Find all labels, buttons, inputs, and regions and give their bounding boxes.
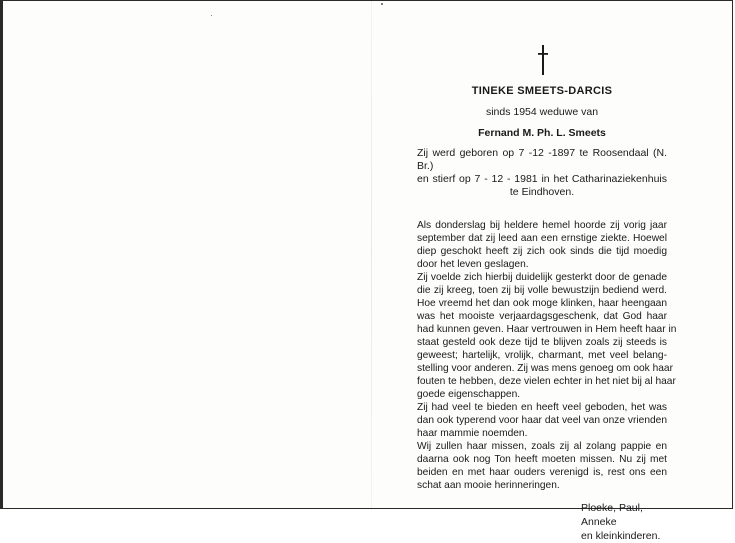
birth-death-info bbox=[417, 147, 667, 199]
text-line: Wij zullen haar missen, zoals zij al zolang pappie en bbox=[417, 441, 667, 452]
text-line: die zij kreeg, toen zij bij volle bewustzijn bediend werd. bbox=[417, 285, 667, 296]
text-line: Zij voelde zich hierbij duidelijk gesterkt door de genade bbox=[417, 272, 667, 283]
paper-speck bbox=[211, 15, 212, 16]
right-page bbox=[417, 45, 677, 543]
widow-since-line: sinds 1954 weduwe van bbox=[485, 106, 599, 118]
cross-icon bbox=[538, 45, 548, 75]
signature-block bbox=[581, 501, 667, 543]
spouse-name: Fernand M. Ph. L. Smeets bbox=[478, 127, 606, 139]
text-line: was het mooiste verjaardagsgeschenk, dat God haar bbox=[417, 311, 667, 322]
text-line: stelling voor anderen. Zij was mens genoeg om ook haar bbox=[417, 363, 673, 374]
birth-line: Zij werd geboren op 7 -12 -1897 te Roosendaal (N. Br.) bbox=[417, 147, 667, 172]
paper-speck bbox=[381, 3, 383, 5]
text-line: beiden en met haar ouders verenigd is, rest ons een bbox=[417, 467, 667, 478]
text-line: schat aan mooie herinneringen. bbox=[417, 480, 560, 491]
text-line: dan ook typerend voor haar dat veel van onze vrienden bbox=[417, 415, 667, 426]
text-line: fouten te hebben, deze vielen echter in het niet bij al haar bbox=[417, 376, 676, 387]
memorial-text bbox=[417, 219, 677, 492]
text-line: daarna ook nog Ton heeft moeten missen. Nu zij met bbox=[417, 454, 667, 465]
text-line: september dat zij leed aan een ernstige ziekte. Hoewel bbox=[417, 233, 667, 244]
card-fold bbox=[371, 1, 372, 510]
text-line: Zij had veel te bieden en heeft veel geboden, het was bbox=[417, 402, 667, 413]
text-line: staat gesteld ook deze tijd te blijven zoals zij steeds is bbox=[417, 337, 667, 348]
text-line: geweest; hartelijk, vrolijk, charmant, met veel belang- bbox=[417, 350, 667, 361]
cross-container bbox=[417, 45, 667, 77]
text-line: Als donderslag bij heldere hemel hoorde zij vorig jaar bbox=[417, 220, 667, 231]
deceased-name: TINEKE SMEETS-DARCIS bbox=[471, 85, 613, 97]
text-line: door het leven geslagen. bbox=[417, 259, 529, 270]
text-line: haar mammie noemden. bbox=[417, 428, 528, 439]
death-line: en stierf op 7 - 12 - 1981 in het Catharinaziekenhuis bbox=[417, 173, 667, 185]
place-line: te Eindhoven. bbox=[509, 186, 575, 198]
text-line: Hoe vreemd het dan ook moge klinken, haar heengaan bbox=[417, 298, 667, 309]
signature-names: Ploeke, Paul, Anneke bbox=[581, 502, 643, 528]
signature-grandchildren: en kleinkinderen. bbox=[581, 530, 661, 542]
text-line: diep geschokt heeft zij zich ook sinds die tijd moedig bbox=[417, 246, 667, 257]
text-line: goede eigenschappen. bbox=[417, 389, 521, 400]
text-line: had kunnen geven. Haar vertrouwen in Hem heeft haar in bbox=[417, 324, 677, 335]
